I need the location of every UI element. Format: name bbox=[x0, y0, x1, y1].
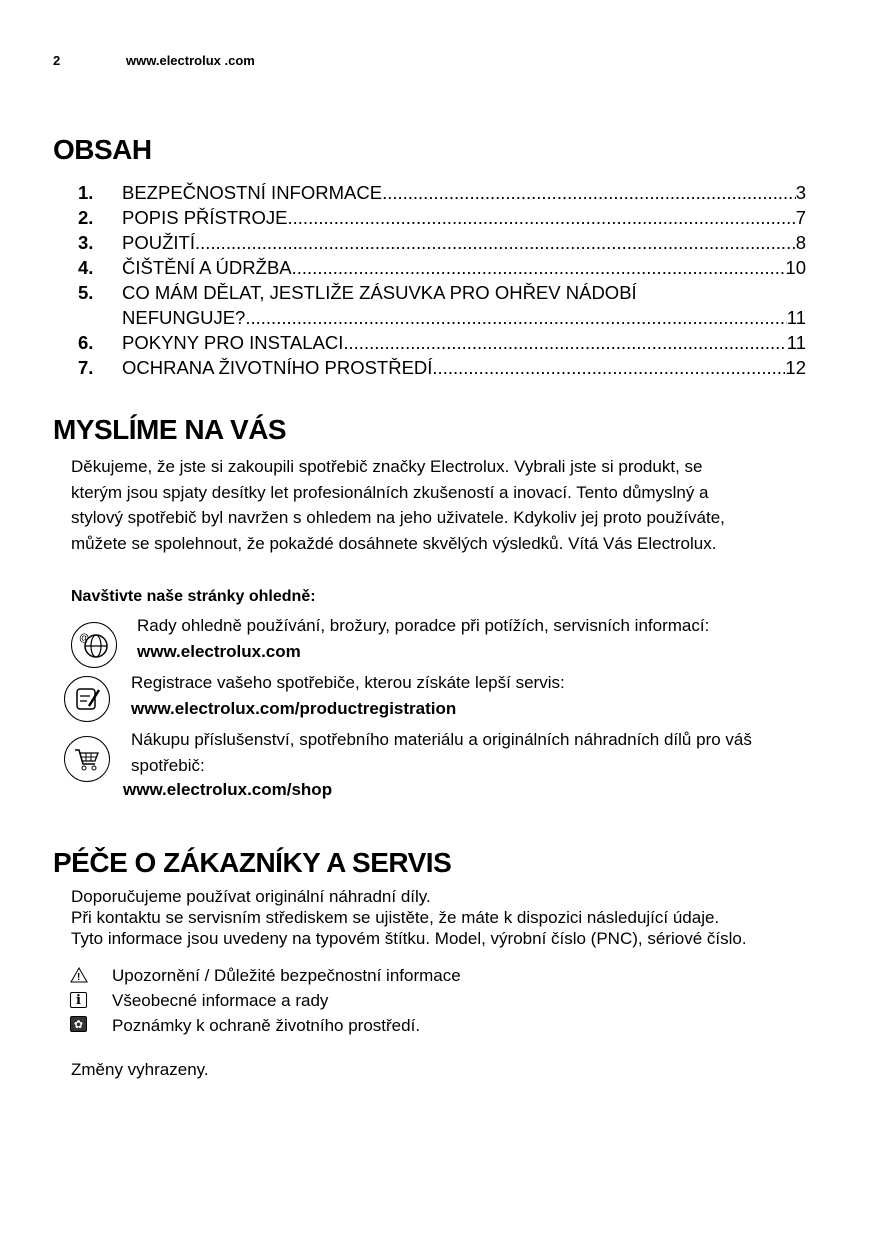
toc-label: BEZPEČNOSTNÍ INFORMACE bbox=[122, 182, 383, 203]
toc-label: NEFUNGUJE? bbox=[122, 307, 246, 328]
toc-item[interactable] bbox=[78, 355, 806, 380]
symbol-label: Všeobecné informace a rady bbox=[112, 991, 329, 1010]
header-site: www.electrolux .com bbox=[126, 53, 255, 68]
website-link[interactable]: www.electrolux.com bbox=[137, 641, 301, 661]
toc-label: OCHRANA ŽIVOTNÍHO PROSTŘEDÍ bbox=[122, 357, 433, 378]
shop-link[interactable]: www.electrolux.com/shop bbox=[123, 780, 333, 799]
link-description: Registrace vašeho spotřebiče, kterou získáte lepší servis: bbox=[131, 673, 565, 692]
text-line: Doporučujeme používat originální náhradní díly. bbox=[71, 887, 431, 906]
product-registration-link[interactable]: www.electrolux.com/productregistration bbox=[131, 698, 457, 718]
text-line: Při kontaktu se servisním střediskem se ujistěte, že máte k dispozici následující údaje. bbox=[71, 908, 720, 927]
text-line: Děkujeme, že jste si zakoupili spotřebič značky Electrolux. Vybrali jste si produkt, se bbox=[71, 457, 703, 476]
visit-heading: Navštivte naše stránky ohledně: bbox=[71, 588, 316, 605]
toc-item[interactable] bbox=[78, 330, 806, 355]
globe-icon bbox=[71, 622, 117, 668]
toc-label: ČIŠTĚNÍ A ÚDRŽBA bbox=[122, 257, 292, 278]
link-description: Nákupu příslušenství, spotřebního materiálu a originálních náhradních dílů pro váš bbox=[131, 730, 752, 749]
toc-title: OBSAH bbox=[53, 134, 152, 165]
toc-label: POKYNY PRO INSTALACI bbox=[122, 332, 344, 353]
environment-icon: ✿ bbox=[70, 1016, 87, 1032]
toc-num: 6. bbox=[78, 332, 94, 353]
shopping-cart-icon bbox=[64, 736, 110, 782]
toc-label: POPIS PŘÍSTROJE bbox=[122, 207, 288, 228]
text-line: Tyto informace jsou uvedeny na typovém štítku. Model, výrobní číslo (PNC), sériové číslo. bbox=[71, 929, 747, 948]
text-line: kterým jsou spjaty desítky let profesionálních zkušeností a inovací. Tento důmyslný a bbox=[71, 482, 709, 502]
toc-page: 8 bbox=[795, 232, 806, 253]
page-number: 2 bbox=[53, 53, 61, 68]
warning-icon bbox=[70, 967, 88, 983]
toc-num: 5. bbox=[78, 282, 94, 303]
text-line: můžete se spolehnout, že pokaždé dosáhnete skvělých výsledků. Vítá Vás Electrolux. bbox=[71, 533, 717, 553]
toc-page: 10 bbox=[785, 257, 806, 278]
toc-page: 7 bbox=[795, 207, 806, 228]
toc-num: 3. bbox=[78, 232, 94, 253]
toc-page: 11 bbox=[786, 332, 806, 353]
toc-item[interactable] bbox=[78, 205, 806, 230]
link-block bbox=[131, 727, 752, 778]
service-text bbox=[71, 886, 747, 949]
info-icon: i bbox=[70, 992, 87, 1008]
table-of-contents bbox=[78, 180, 806, 380]
toc-num: 4. bbox=[78, 257, 94, 278]
toc-label: CO MÁM DĚLAT, JESTLIŽE ZÁSUVKA PRO OHŘEV NÁDOBÍ bbox=[122, 282, 637, 303]
intro-title: MYSLÍME NA VÁS bbox=[53, 414, 287, 445]
toc-page: 3 bbox=[795, 182, 806, 203]
toc-page: 12 bbox=[785, 357, 806, 378]
footer-note: Změny vyhrazeny. bbox=[71, 1060, 209, 1079]
text-line: stylový spotřebič byl navržen s ohledem na jeho uživatele. Kdykoliv jej proto používáte, bbox=[71, 508, 725, 527]
toc-page: 11 bbox=[786, 307, 806, 328]
toc-item[interactable] bbox=[78, 230, 806, 255]
toc-num: 2. bbox=[78, 207, 94, 228]
registration-icon bbox=[64, 676, 110, 722]
svg-text:!: ! bbox=[77, 972, 81, 983]
service-title: PÉČE O ZÁKAZNÍKY A SERVIS bbox=[53, 847, 452, 878]
toc-item[interactable] bbox=[78, 280, 806, 305]
toc-num: 7. bbox=[78, 357, 94, 378]
toc-num: 1. bbox=[78, 182, 94, 203]
svg-text:@: @ bbox=[79, 633, 90, 644]
symbol-label: Upozornění / Důležité bezpečnostní informace bbox=[112, 966, 461, 985]
toc-item-continued[interactable] bbox=[78, 305, 806, 330]
link-block bbox=[137, 613, 709, 664]
toc-label: POUŽITÍ bbox=[122, 232, 195, 253]
toc-item[interactable] bbox=[78, 180, 806, 205]
toc-item[interactable] bbox=[78, 255, 806, 280]
link-block bbox=[131, 670, 565, 721]
link-description: spotřebič: bbox=[131, 755, 205, 775]
intro-text bbox=[71, 454, 725, 556]
symbol-label: Poznámky k ochraně životního prostředí. bbox=[112, 1016, 421, 1035]
link-description: Rady ohledně používání, brožury, poradce při potížích, servisních informací: bbox=[137, 616, 710, 635]
